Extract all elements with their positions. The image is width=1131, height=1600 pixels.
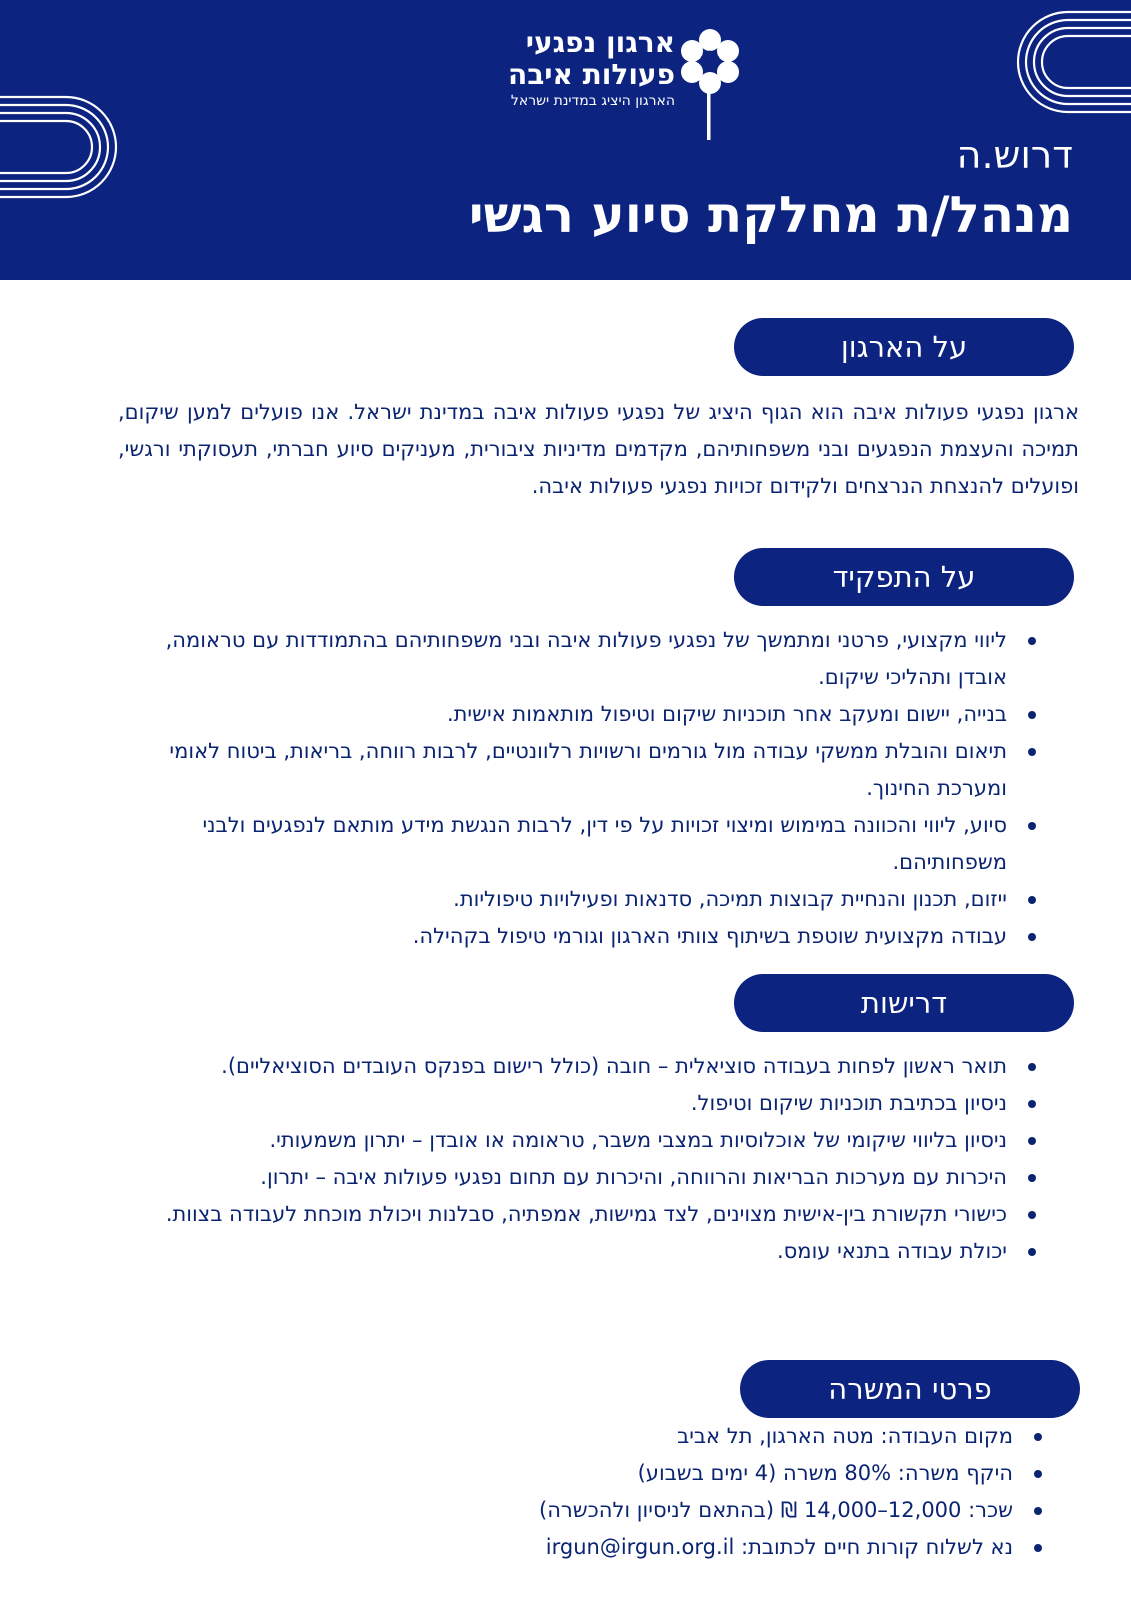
logo-line-2: פעולות איבה — [507, 58, 675, 91]
role-responsibilities-list — [121, 622, 1041, 955]
list-item: תואר ראשון לפחות בעבודה סוציאלית – חובה (כולל רישום בפנקס העובדים הסוציאליים). — [161, 1048, 1041, 1085]
section-heading-about-org: על הארגון — [734, 318, 1074, 376]
decorative-arcs-left-icon — [0, 95, 120, 199]
section-heading-position-details: פרטי המשרה — [740, 1360, 1080, 1418]
job-title: מנהל/ת מחלקת סיוע רגשי — [468, 186, 1073, 244]
decorative-arcs-right-icon — [1016, 10, 1131, 114]
list-item: ליווי מקצועי, פרטני ומתמשך של נפגעי פעולות איבה ובני משפחותיהם בהתמודדות עם טראומה, אובדן ותהליכי שיקום. — [121, 622, 1041, 696]
list-item: ניסיון בליווי שיקומי של אוכלוסיות במצבי משבר, טראומה או אובדן – יתרון משמעותי. — [161, 1122, 1041, 1159]
list-item: בנייה, יישום ומעקב אחר תוכניות שיקום וטיפול מותאמות אישית. — [121, 696, 1041, 733]
contact-email-link[interactable]: irgun@irgun.org.il — [545, 1535, 735, 1559]
section-heading-about-role: על התפקיד — [734, 548, 1074, 606]
logo-line-1: ארגון נפגעי — [525, 26, 675, 59]
job-scope: היקף משרה: 80% משרה (4 ימים בשבוע) — [127, 1455, 1047, 1492]
list-item: ניסיון בכתיבת תוכניות שיקום וטיפול. — [161, 1085, 1041, 1122]
wanted-label: דרוש.ה — [956, 133, 1073, 177]
cv-instructions — [127, 1529, 1047, 1566]
list-item: תיאום והובלת ממשקי עבודה מול גורמים ורשויות רלוונטיים, לרבות רווחה, בריאות, ביטוח לאומי ומערכת החינוך. — [121, 733, 1041, 807]
list-item: היכרות עם מערכות הבריאות והרווחה, והיכרות עם תחום נפגעי פעולות איבה – יתרון. — [161, 1159, 1041, 1196]
salary: שכר: 12,000–14,000 ₪ (בהתאם לניסיון ולהכשרה) — [127, 1492, 1047, 1529]
position-details-list — [127, 1418, 1047, 1566]
about-org-text: ארגון נפגעי פעולות איבה הוא הגוף היציג של נפגעי פעולות איבה במדינת ישראל. אנו פועלים למען שיקום, תמיכה והעצמת הנפגעים ובני משפחותיהם, מקדמים מדיניות ציבורית, מעניקים סיוע חברתי, תעסוקתי ורגשי, ופועלים להנצחת הנרצחים ולקידום זכויות נפגעי פעולות איבה. — [118, 400, 1079, 498]
section-heading-requirements: דרישות — [734, 974, 1074, 1032]
cv-label: נא לשלוח קורות חיים לכתובת: — [741, 1535, 1013, 1559]
list-item: יכולת עבודה בתנאי עומס. — [161, 1233, 1041, 1270]
list-item: עבודה מקצועית שוטפת בשיתוף צוותי הארגון וגורמי טיפול בקהילה. — [121, 918, 1041, 955]
list-item: כישורי תקשורת בין-אישית מצוינים, לצד גמישות, אמפתיה, סבלנות ויכולת מוכחת לעבודה בצוות. — [161, 1196, 1041, 1233]
flower-icon — [675, 26, 745, 144]
work-location: מקום העבודה: מטה הארגון, תל אביב — [127, 1418, 1047, 1455]
logo-text — [508, 26, 675, 112]
requirements-list — [161, 1048, 1041, 1270]
header-banner — [0, 0, 1131, 280]
list-item: סיוע, ליווי והכוונה במימוש ומיצוי זכויות על פי דין, לרבות הנגשת מידע מותאם לנפגעים ולבני משפחותיהם. — [121, 807, 1041, 881]
organization-logo — [495, 26, 745, 144]
list-item: ייזום, תכנון והנחיית קבוצות תמיכה, סדנאות ופעילויות טיפוליות. — [121, 881, 1041, 918]
logo-tagline: הארגון היציג במדינת ישראל — [510, 93, 675, 109]
